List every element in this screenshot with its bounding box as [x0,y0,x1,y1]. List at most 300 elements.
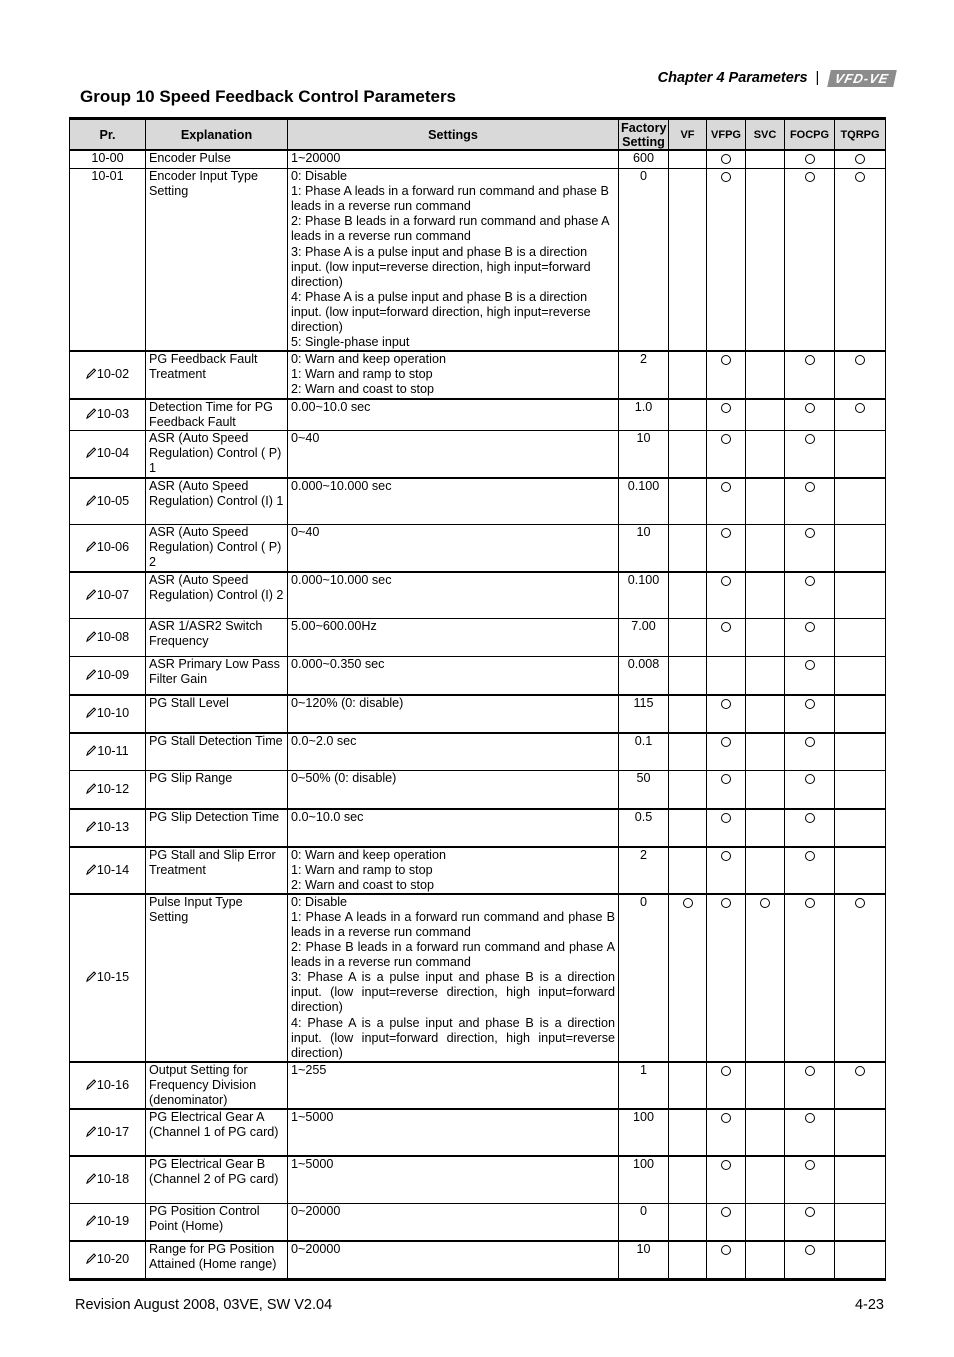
cell-tqrpg [835,1109,886,1156]
cell-focpg [785,894,835,1062]
table-row [70,351,886,398]
cell-settings [288,351,619,398]
cell-svc [746,478,785,525]
param-number: 10-19 [96,1214,130,1229]
table-row [70,1062,886,1109]
cell-factory-setting: 1.0 [619,399,669,431]
settings-line: 5: Single-phase input [291,335,410,350]
supported-circle-icon [721,434,731,444]
cell-pr [70,619,146,657]
cell-settings [288,1203,619,1241]
supported-circle-icon [805,737,815,747]
cell-vf [669,1241,707,1279]
supported-circle-icon [721,528,731,538]
cell-settings [288,619,619,657]
table-row [70,1203,886,1241]
cell-factory-setting: 0.1 [619,733,669,771]
cell-focpg [785,431,835,478]
settings-line: 1: Phase A leads in a forward run command and phase B leads in a reverse run command [291,184,609,214]
cell-vf [669,847,707,894]
settings-line: 0.000~0.350 sec [291,657,385,671]
cell-vf [669,1156,707,1203]
supported-circle-icon [721,813,731,823]
cell-pr [70,150,146,169]
col-header-settings: Settings [288,119,619,151]
vfd-ve-logo: VFD-VE [828,70,897,87]
table-row [70,399,886,431]
cell-explanation: PG Electrical Gear A (Channel 1 of PG card) [146,1109,288,1156]
cell-vfpg [707,572,746,619]
supported-circle-icon [805,813,815,823]
param-number: 10-01 [91,169,124,184]
cell-tqrpg [835,399,886,431]
cell-pr [70,1156,146,1203]
cell-svc [746,525,785,572]
settings-line: 0: Disable [291,169,348,184]
table-row [70,771,886,809]
supported-circle-icon [721,1207,731,1217]
cell-factory-setting: 10 [619,525,669,572]
table-row [70,525,886,572]
cell-svc [746,1156,785,1203]
supported-circle-icon [805,528,815,538]
cell-tqrpg [835,431,886,478]
cell-explanation: ASR Primary Low Pass Filter Gain [146,657,288,695]
cell-explanation: PG Feedback Fault Treatment [146,351,288,398]
supported-circle-icon [805,482,815,492]
settings-line: 3: Phase A is a pulse input and phase B is a direction input. (low input=reverse direction, high input=forward direction) [291,970,615,1015]
pencil-icon [86,707,96,718]
cell-pr [70,169,146,352]
cell-tqrpg [835,657,886,695]
cell-explanation: ASR 1/ASR2 Switch Frequency [146,619,288,657]
supported-circle-icon [721,1245,731,1255]
settings-line: 2: Phase B leads in a forward run command and phase A leads in a reverse run command [291,940,615,970]
cell-pr [70,478,146,525]
supported-circle-icon [721,154,731,164]
param-number: 10-18 [96,1172,130,1187]
pencil-icon [86,541,96,552]
pencil-icon [86,1079,96,1090]
supported-circle-icon [721,737,731,747]
param-number: 10-15 [96,970,130,985]
cell-settings [288,809,619,847]
cell-focpg [785,733,835,771]
col-header-vf: VF [669,119,707,151]
col-header-vfpg: VFPG [707,119,746,151]
cell-focpg [785,847,835,894]
pencil-icon [86,1215,96,1226]
settings-line: 3: Phase A is a pulse input and phase B is a direction input. (low input=reverse direction, high input=forward direction) [291,244,591,289]
cell-pr [70,1062,146,1109]
pencil-icon [86,821,96,832]
cell-explanation: Encoder Pulse [146,150,288,169]
cell-vf [669,695,707,733]
cell-tqrpg [835,1156,886,1203]
supported-circle-icon [855,154,865,164]
cell-explanation: ASR (Auto Speed Regulation) Control (I) 1 [146,478,288,525]
cell-factory-setting: 0 [619,169,669,352]
cell-pr [70,399,146,431]
cell-tqrpg [835,150,886,169]
cell-pr [70,809,146,847]
cell-settings [288,525,619,572]
cell-settings [288,695,619,733]
pencil-icon [86,408,96,419]
cell-vfpg [707,847,746,894]
footer-revision: Revision August 2008, 03VE, SW V2.04 [75,1297,333,1313]
cell-vf [669,351,707,398]
cell-explanation: Range for PG Position Attained (Home range) [146,1241,288,1279]
settings-line: 0: Disable [291,894,348,909]
pencil-icon [86,745,96,756]
cell-vfpg [707,1109,746,1156]
cell-vf [669,169,707,352]
param-number: 10-10 [96,705,130,720]
cell-tqrpg [835,1062,886,1109]
cell-explanation: PG Stall Level [146,695,288,733]
param-number: 10-05 [96,493,130,508]
cell-pr [70,733,146,771]
table-row [70,809,886,847]
table-row [70,847,886,894]
settings-line: 5.00~600.00Hz [291,619,377,633]
cell-pr [70,1241,146,1279]
chapter-header [560,67,895,89]
cell-focpg [785,150,835,169]
cell-vfpg [707,351,746,398]
supported-circle-icon [805,172,815,182]
settings-line: 2: Phase B leads in a forward run command and phase A leads in a reverse run command [291,214,609,244]
supported-circle-icon [721,172,731,182]
cell-settings [288,399,619,431]
settings-line: 0~20000 [291,1242,341,1257]
cell-svc [746,351,785,398]
cell-vfpg [707,150,746,169]
cell-explanation: PG Slip Range [146,771,288,809]
supported-circle-icon [721,355,731,365]
settings-line: 0~120% (0: disable) [291,695,404,710]
supported-circle-icon [805,851,815,861]
pencil-icon [86,368,96,379]
cell-svc [746,657,785,695]
settings-line: 1: Warn and ramp to stop [291,367,433,382]
cell-factory-setting: 0 [619,894,669,1062]
supported-circle-icon [805,576,815,586]
cell-focpg [785,351,835,398]
supported-circle-icon [855,403,865,413]
cell-explanation: Detection Time for PG Feedback Fault [146,399,288,431]
table-row [70,169,886,352]
cell-svc [746,847,785,894]
cell-vf [669,619,707,657]
param-number: 10-14 [96,862,130,877]
cell-tqrpg [835,169,886,352]
pencil-icon [86,669,96,680]
cell-tqrpg [835,1203,886,1241]
cell-vfpg [707,431,746,478]
cell-factory-setting: 115 [619,695,669,733]
cell-focpg [785,1241,835,1279]
parameter-table-wrapper [69,117,885,1281]
cell-settings [288,894,619,1062]
settings-line: 1~5000 [291,1110,334,1125]
settings-line: 1~20000 [291,151,341,165]
settings-line: 2: Warn and coast to stop [291,877,435,892]
cell-pr [70,695,146,733]
supported-circle-icon [805,1160,815,1170]
supported-circle-icon [805,1207,815,1217]
cell-pr [70,1203,146,1241]
cell-settings [288,1062,619,1109]
settings-line: 0.000~10.000 sec [291,478,392,493]
cell-tqrpg [835,847,886,894]
supported-circle-icon [721,1113,731,1123]
cell-svc [746,695,785,733]
cell-vf [669,657,707,695]
cell-vfpg [707,809,746,847]
supported-circle-icon [805,154,815,164]
col-header-svc: SVC [746,119,785,151]
param-number: 10-12 [96,781,130,796]
cell-pr [70,525,146,572]
cell-tqrpg [835,695,886,733]
table-row [70,1241,886,1279]
cell-focpg [785,1156,835,1203]
table-row [70,894,886,1062]
param-number: 10-20 [96,1252,130,1267]
table-row [70,1156,886,1203]
pencil-icon [86,447,96,458]
cell-factory-setting: 100 [619,1109,669,1156]
cell-explanation: Encoder Input Type Setting [146,169,288,352]
cell-focpg [785,1203,835,1241]
cell-factory-setting: 2 [619,847,669,894]
cell-settings [288,1241,619,1279]
table-row [70,619,886,657]
cell-focpg [785,572,835,619]
cell-settings [288,1109,619,1156]
cell-explanation: ASR (Auto Speed Regulation) Control ( P) 2 [146,525,288,572]
pencil-icon [86,1173,96,1184]
param-number: 10-11 [97,744,129,759]
param-number: 10-13 [96,819,130,834]
col-header-factory-setting [619,119,669,151]
cell-svc [746,771,785,809]
param-number: 10-07 [96,587,130,602]
parameter-table-body [70,150,886,1279]
cell-tqrpg [835,525,886,572]
cell-vfpg [707,657,746,695]
cell-focpg [785,1109,835,1156]
cell-tqrpg [835,619,886,657]
cell-pr [70,771,146,809]
cell-svc [746,1203,785,1241]
cell-settings [288,431,619,478]
cell-focpg [785,478,835,525]
settings-line: 4: Phase A is a pulse input and phase B is a direction input. (low input=forward direction, high input=reverse direction) [291,289,591,335]
settings-line: 2: Warn and coast to stop [291,382,435,397]
group-title: Group 10 Speed Feedback Control Parameters [80,87,457,106]
cell-vf [669,478,707,525]
pencil-icon [86,495,96,506]
cell-vf [669,1062,707,1109]
cell-settings [288,733,619,771]
supported-circle-icon [855,898,865,908]
cell-vf [669,894,707,1062]
cell-vf [669,150,707,169]
cell-pr [70,431,146,478]
cell-settings [288,657,619,695]
cell-vfpg [707,1062,746,1109]
cell-pr [70,657,146,695]
table-row [70,478,886,525]
pencil-icon [86,971,96,982]
factory-header-line1: Factory [621,120,667,135]
cell-settings [288,169,619,352]
table-row [70,150,886,169]
cell-settings [288,847,619,894]
cell-svc [746,150,785,169]
cell-explanation: PG Electrical Gear B (Channel 2 of PG card) [146,1156,288,1203]
settings-line: 0~40 [291,431,320,445]
cell-svc [746,733,785,771]
cell-focpg [785,399,835,431]
pencil-icon [86,783,96,794]
cell-svc [746,1241,785,1279]
cell-settings [288,771,619,809]
cell-focpg [785,169,835,352]
cell-vf [669,733,707,771]
cell-factory-setting: 50 [619,771,669,809]
cell-explanation: PG Position Control Point (Home) [146,1203,288,1241]
supported-circle-icon [805,622,815,632]
settings-line: 0~50% (0: disable) [291,771,397,785]
supported-circle-icon [855,355,865,365]
cell-explanation: PG Slip Detection Time [146,809,288,847]
supported-circle-icon [721,699,731,709]
cell-vfpg [707,695,746,733]
settings-line: 0.000~10.000 sec [291,572,392,587]
settings-line: 0~20000 [291,1203,341,1218]
cell-tqrpg [835,809,886,847]
settings-line: 0.00~10.0 sec [291,399,371,414]
param-number: 10-02 [96,367,130,382]
cell-focpg [785,619,835,657]
cell-factory-setting: 10 [619,431,669,478]
cell-svc [746,809,785,847]
table-row [70,657,886,695]
supported-circle-icon [805,1066,815,1076]
cell-factory-setting: 7.00 [619,619,669,657]
cell-pr [70,847,146,894]
cell-explanation: Output Setting for Frequency Division (denominator) [146,1062,288,1109]
supported-circle-icon [721,851,731,861]
supported-circle-icon [721,622,731,632]
cell-vfpg [707,733,746,771]
supported-circle-icon [721,403,731,413]
cell-focpg [785,695,835,733]
cell-vf [669,572,707,619]
cell-explanation: ASR (Auto Speed Regulation) Control ( P) 1 [146,431,288,478]
supported-circle-icon [805,1113,815,1123]
supported-circle-icon [805,355,815,365]
cell-explanation: PG Stall Detection Time [146,733,288,771]
table-row [70,733,886,771]
supported-circle-icon [721,898,731,908]
cell-pr [70,572,146,619]
supported-circle-icon [805,660,815,670]
supported-circle-icon [683,898,693,908]
cell-vf [669,399,707,431]
header-separator: | [815,70,820,86]
factory-header-line2: Setting [622,134,665,149]
settings-line: 1: Warn and ramp to stop [291,862,433,877]
cell-svc [746,399,785,431]
supported-circle-icon [805,699,815,709]
cell-svc [746,431,785,478]
cell-svc [746,1062,785,1109]
supported-circle-icon [721,482,731,492]
cell-vfpg [707,169,746,352]
cell-factory-setting: 2 [619,351,669,398]
cell-focpg [785,771,835,809]
col-header-explanation: Explanation [146,119,288,151]
supported-circle-icon [805,434,815,444]
supported-circle-icon [805,774,815,784]
cell-factory-setting: 0.100 [619,572,669,619]
supported-circle-icon [721,1066,731,1076]
cell-factory-setting: 1 [619,1062,669,1109]
cell-vfpg [707,771,746,809]
supported-circle-icon [721,1160,731,1170]
col-header-tqrpg: TQRPG [835,119,886,151]
supported-circle-icon [721,774,731,784]
cell-explanation: ASR (Auto Speed Regulation) Control (I) 2 [146,572,288,619]
param-number: 10-00 [91,151,124,165]
cell-pr [70,351,146,398]
cell-vf [669,771,707,809]
cell-tqrpg [835,733,886,771]
cell-vf [669,1203,707,1241]
settings-line: 0: Warn and keep operation [291,847,446,862]
supported-circle-icon [760,898,770,908]
cell-explanation: Pulse Input Type Setting [146,894,288,1062]
cell-vf [669,1109,707,1156]
table-row [70,1109,886,1156]
settings-line: 1~5000 [291,1157,334,1172]
col-header-pr: Pr. [70,119,146,151]
cell-vfpg [707,525,746,572]
supported-circle-icon [805,898,815,908]
cell-tqrpg [835,478,886,525]
cell-vfpg [707,894,746,1062]
cell-vfpg [707,619,746,657]
cell-settings [288,478,619,525]
cell-tqrpg [835,771,886,809]
supported-circle-icon [805,403,815,413]
footer-page-number: 4-23 [854,1297,884,1313]
cell-pr [70,1109,146,1156]
param-number: 10-09 [96,667,130,682]
cell-factory-setting: 10 [619,1241,669,1279]
param-number: 10-08 [96,629,130,644]
param-number: 10-03 [96,407,130,422]
chapter-title: Chapter 4 Parameters [657,70,808,86]
cell-settings [288,1156,619,1203]
cell-tqrpg [835,1241,886,1279]
cell-vfpg [707,1203,746,1241]
